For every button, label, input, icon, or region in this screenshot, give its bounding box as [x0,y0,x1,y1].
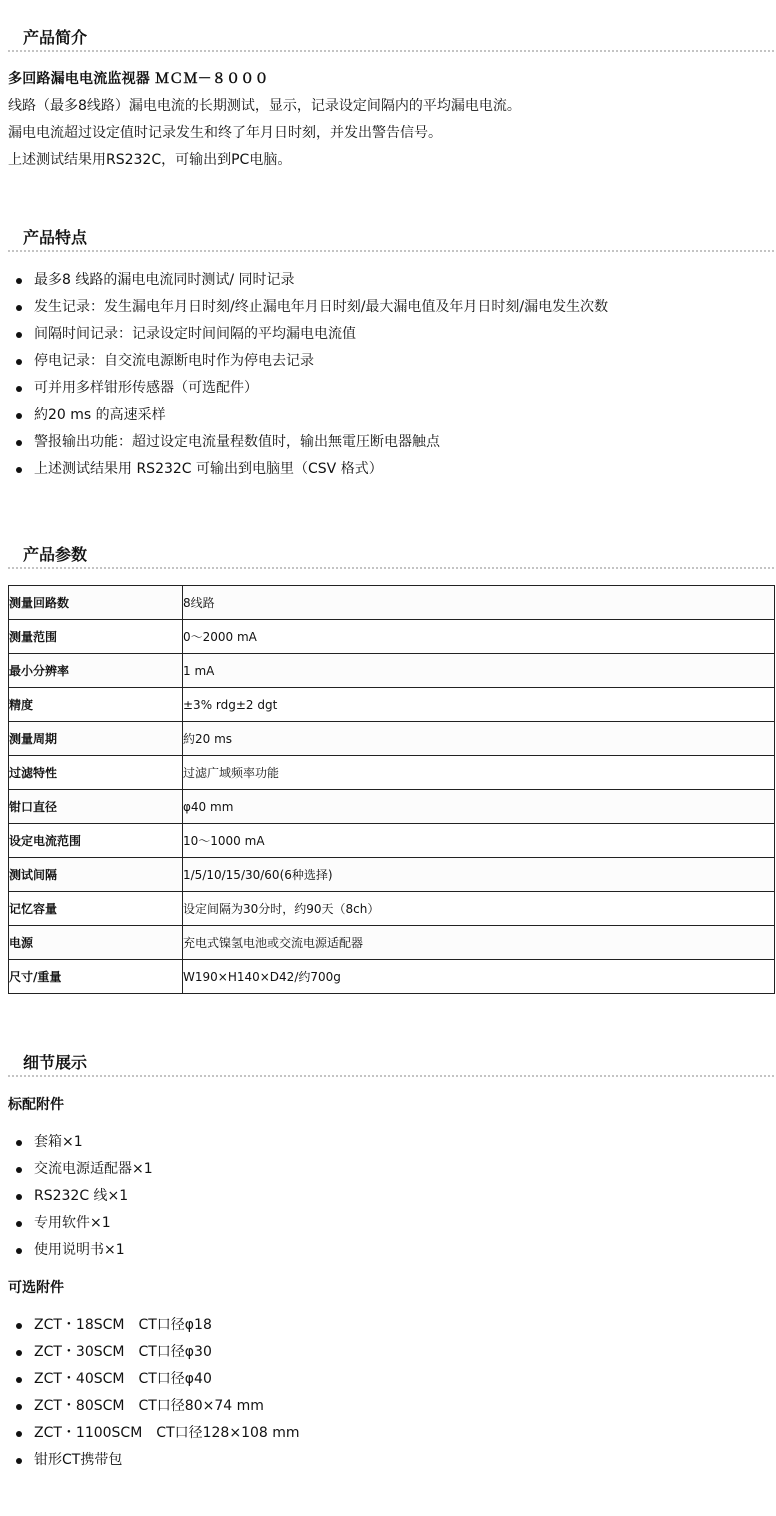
list-item [0,1312,770,1339]
bullet-dot-icon [16,1221,22,1227]
spec-label: 电源 [9,926,183,960]
feature-text: 約20 ms 的高速采样 [34,407,166,423]
list-item [0,1156,770,1183]
bullet-dot-icon [16,1350,22,1356]
list-item [0,1210,770,1237]
spec-label: 测试间隔 [9,858,183,892]
list-item [0,1129,770,1156]
spec-value: W190×H140×D42/约700g [183,960,775,994]
table-row [9,756,775,790]
bullet-dot-icon [16,1458,22,1464]
bullet-dot-icon [16,332,22,338]
table-row [9,926,775,960]
accessory-text: 专用软件×1 [34,1215,111,1231]
spec-label: 设定电流范围 [9,824,183,858]
accessory-text: 使用说明书×1 [34,1242,125,1258]
bullet-dot-icon [16,386,22,392]
details-section-title: 细节展示 [23,1053,88,1072]
bullet-dot-icon [16,1194,22,1200]
intro-line: 上述测试结果用RS232C，可输出到PC电脑。 [8,152,292,168]
spec-value: 1 mA [183,654,775,688]
spec-value: 10～1000 mA [183,824,775,858]
list-item [0,1420,770,1447]
table-row [9,620,775,654]
optional-accessories-list [0,1312,770,1474]
accessory-text: ZCT・18SCM CT口径φ18 [34,1317,212,1333]
feature-text: 停电记录：自交流电源断电时作为停电去记录 [34,353,314,369]
spec-label: 最小分辨率 [9,654,183,688]
table-row [9,722,775,756]
specs-table [8,585,775,994]
spec-label: 精度 [9,688,183,722]
feature-text: 间隔时间记录：记录设定时间间隔的平均漏电电流值 [34,326,356,342]
bullet-dot-icon [16,1377,22,1383]
list-item [0,1183,770,1210]
spec-value: 过滤广域频率功能 [183,756,775,790]
feature-text: 可并用多样钳形传感器（可选配件） [34,380,258,396]
bullet-dot-icon [16,359,22,365]
feature-text: 发生记录：发生漏电年月日时刻/终止漏电年月日时刻/最大漏电值及年月日时刻/漏电发生次数 [34,299,609,315]
accessory-text: 钳形CT携带包 [34,1452,123,1468]
spec-label: 记忆容量 [9,892,183,926]
table-row [9,824,775,858]
table-row [9,688,775,722]
feature-item [0,267,770,294]
table-row [9,790,775,824]
accessory-text: 套箱×1 [34,1134,83,1150]
features-section-title: 产品特点 [23,228,88,247]
standard-accessories-list [0,1129,770,1264]
spec-label: 测量范围 [9,620,183,654]
bullet-dot-icon [16,305,22,311]
intro-section-title: 产品简介 [23,28,88,47]
bullet-dot-icon [16,1167,22,1173]
specs-section-title: 产品参数 [23,545,88,564]
feature-item [0,429,770,456]
feature-item [0,456,770,483]
accessory-text: RS232C 线×1 [34,1188,129,1204]
accessory-text: ZCT・30SCM CT口径φ30 [34,1344,212,1360]
bullet-dot-icon [16,440,22,446]
feature-text: 上述测试结果用 RS232C 可输出到电脑里（CSV 格式） [34,461,383,477]
list-item [0,1447,770,1474]
bullet-dot-icon [16,1431,22,1437]
intro-line: 线路（最多8线路）漏电电流的长期测试，显示，记录设定间隔内的平均漏电电流。 [8,98,521,114]
list-item [0,1366,770,1393]
bullet-dot-icon [16,1248,22,1254]
spec-value: 1/5/10/15/30/60(6种选择) [183,858,775,892]
intro-text-block [8,66,768,174]
standard-accessories-heading: 标配附件 [8,1097,64,1113]
table-row [9,960,775,994]
spec-value: 8线路 [183,586,775,620]
spec-value: ±3% rdg±2 dgt [183,688,775,722]
bullet-dot-icon [16,278,22,284]
feature-text: 最多8 线路的漏电电流同时测试/ 同时记录 [34,272,295,288]
spec-value: φ40 mm [183,790,775,824]
product-name: 多回路漏电电流监视器 ＭＣＭ－８０００ [8,71,269,87]
bullet-dot-icon [16,413,22,419]
intro-section-header [8,20,774,52]
feature-item [0,321,770,348]
details-section-header [8,1045,774,1077]
list-item [0,1393,770,1420]
table-row [9,654,775,688]
table-row [9,892,775,926]
feature-item [0,375,770,402]
feature-item [0,348,770,375]
bullet-dot-icon [16,1323,22,1329]
bullet-dot-icon [16,1140,22,1146]
spec-label: 测量周期 [9,722,183,756]
optional-accessories-heading: 可选附件 [8,1280,64,1296]
spec-value: 0～2000 mA [183,620,775,654]
table-row [9,586,775,620]
spec-label: 测量回路数 [9,586,183,620]
accessory-text: 交流电源适配器×1 [34,1161,153,1177]
list-item [0,1237,770,1264]
feature-text: 警报输出功能：超过设定电流量程数值时，输出無電圧断电器触点 [34,434,440,450]
spec-label: 钳口直径 [9,790,183,824]
spec-label: 尺寸/重量 [9,960,183,994]
intro-line: 漏电电流超过设定值时记录发生和终了年月日时刻，并发出警告信号。 [8,125,442,141]
specs-section-header [8,537,774,569]
features-list [0,267,770,483]
list-item [0,1339,770,1366]
features-section-header [8,220,774,252]
spec-value: 设定间隔为30分时，约90天（8ch） [183,892,775,926]
accessory-text: ZCT・1100SCM CT口径128×108 mm [34,1425,300,1441]
spec-value: 充电式镍氢电池或交流电源适配器 [183,926,775,960]
spec-label: 过滤特性 [9,756,183,790]
table-row [9,858,775,892]
bullet-dot-icon [16,1404,22,1410]
feature-item [0,294,770,321]
accessory-text: ZCT・80SCM CT口径80×74 mm [34,1398,264,1414]
feature-item [0,402,770,429]
spec-value: 約20 ms [183,722,775,756]
accessory-text: ZCT・40SCM CT口径φ40 [34,1371,212,1387]
bullet-dot-icon [16,467,22,473]
